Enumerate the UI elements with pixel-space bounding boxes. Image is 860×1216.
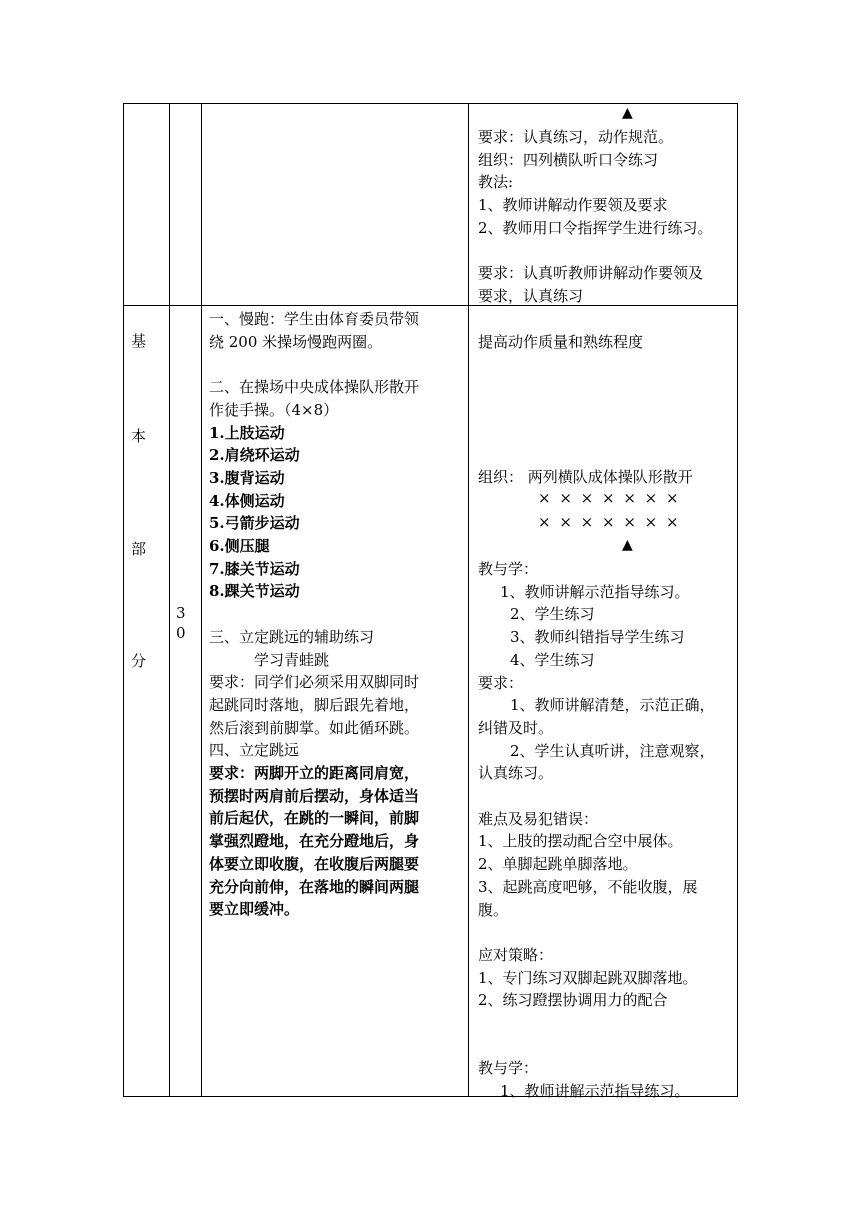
student-formation-row: × × × × × × × [538,513,679,531]
text-line: 应对策略： [478,945,554,964]
text-line: 要求：两脚开立的距离同肩宽， [209,764,420,783]
text-line: 要求：同学们必须采用双脚同时 [209,673,420,692]
student-formation-row: × × × × × × × [538,489,679,507]
text-line: 1、教师讲解动作要领及要求 [478,196,668,215]
text-line: 1、教师讲解清楚，示范正确， [510,696,715,715]
section-char: 分 [131,652,147,670]
section-char: 部 [131,540,147,558]
text-line: 要求：认真练习，动作规范。 [478,128,674,146]
text-line: 1、上肢的摆动配合空中展体。 [478,832,683,851]
exercise-item: 5.弓箭步运动 [209,514,300,533]
column-divider-3 [468,104,469,1096]
text-line: 体要立即收腹，在收腹后两腿要 [209,854,420,873]
text-line: 绕 200 米操场慢跑两圈。 [209,332,383,351]
exercise-item: 8.踝关节运动 [209,582,300,601]
text-line: 要立即缓冲。 [209,900,300,919]
text-line: 腹。 [478,900,509,919]
text-line: 1、教师讲解示范指导练习。 [500,1082,690,1101]
text-line: 要求：认真听教师讲解动作要领及 [478,264,704,283]
text-line: 学习青蛙跳 [254,650,330,669]
text-line: 然后滚到前脚掌。如此循环跳。 [209,718,420,737]
text-line: 一、慢跑：学生由体育委员带领 [209,310,420,328]
text-line: 充分向前伸，在落地的瞬间两腿 [209,877,420,896]
text-line: 教与学： [478,1059,539,1078]
text-line: 1、专门练习双脚起跳双脚落地。 [478,968,698,987]
text-line: 作徒手操。（4×8） [209,400,339,419]
exercise-item: 3.腹背运动 [209,468,285,487]
text-line: 2、单脚起跳单脚落地。 [478,855,638,874]
blank-line [209,603,419,626]
text-line: 4、学生练习 [510,650,595,669]
organization-text: 组织： 两列横队成体操队形散开 [478,468,693,486]
text-line: 预摆时两肩前后摆动，身体适当 [209,786,420,805]
text-line: 2、学生练习 [510,605,595,624]
blank-line [478,1012,715,1035]
text-line: 2、教师用口令指挥学生进行练习。 [478,218,713,237]
goal-text: 提高动作质量和熟练程度 [478,333,644,351]
exercise-item: 6.侧压腿 [209,537,270,556]
text-line: 3、教师纠错指导学生练习 [510,628,685,647]
text-line: 教法: [478,173,514,192]
column-divider-2 [201,104,202,1096]
content-column [209,308,419,921]
section-char: 基 [131,332,147,350]
text-line: 2、练习蹬摆协调用力的配合 [478,991,668,1010]
exercise-item: 4.体侧运动 [209,491,285,510]
text-line: 难点及易犯错误： [478,809,599,828]
text-line: 组织：四列横队听口令练习 [478,150,659,169]
teacher-position-triangle: ▲ [622,537,633,553]
top-right-text [478,126,713,308]
text-line: 纠错及时。 [478,718,554,737]
text-line: 三、立定跳远的辅助练习 [209,627,375,646]
blank-line [478,240,713,263]
time-digit: 3 [176,604,186,622]
column-divider-1 [169,104,170,1096]
text-line: 3、起跳高度吧够，不能收腹，展 [478,877,698,896]
text-line: 四、立定跳远 [209,741,300,760]
text-line: 要求，认真练习 [478,286,584,305]
right-column-text [478,558,715,1103]
blank-line [478,921,715,944]
text-line: 前后起伏，在跳的一瞬间，前脚 [209,809,420,828]
blank-line [209,353,419,376]
section-char: 本 [131,427,147,445]
text-line: 二、在操场中央成体操队形散开 [209,378,420,397]
blank-line [478,785,715,808]
text-line: 认真练习。 [478,764,554,783]
text-line: 1、教师讲解示范指导练习。 [500,582,690,601]
exercise-item: 1.上肢运动 [209,423,285,442]
text-line: 掌强烈蹬地，在充分蹬地后，身 [209,832,420,851]
time-digit: 0 [176,624,186,642]
exercise-item: 2.肩绕环运动 [209,446,300,465]
text-line: 教与学： [478,560,539,578]
text-line: 起跳同时落地，脚后跟先着地， [209,695,420,714]
blank-line [478,1035,715,1058]
exercise-item: 7.膝关节运动 [209,559,300,578]
teacher-position-triangle: ▲ [622,105,633,121]
text-line: 要求： [478,673,524,692]
text-line: 2、学生认真听讲，注意观察， [510,741,715,760]
